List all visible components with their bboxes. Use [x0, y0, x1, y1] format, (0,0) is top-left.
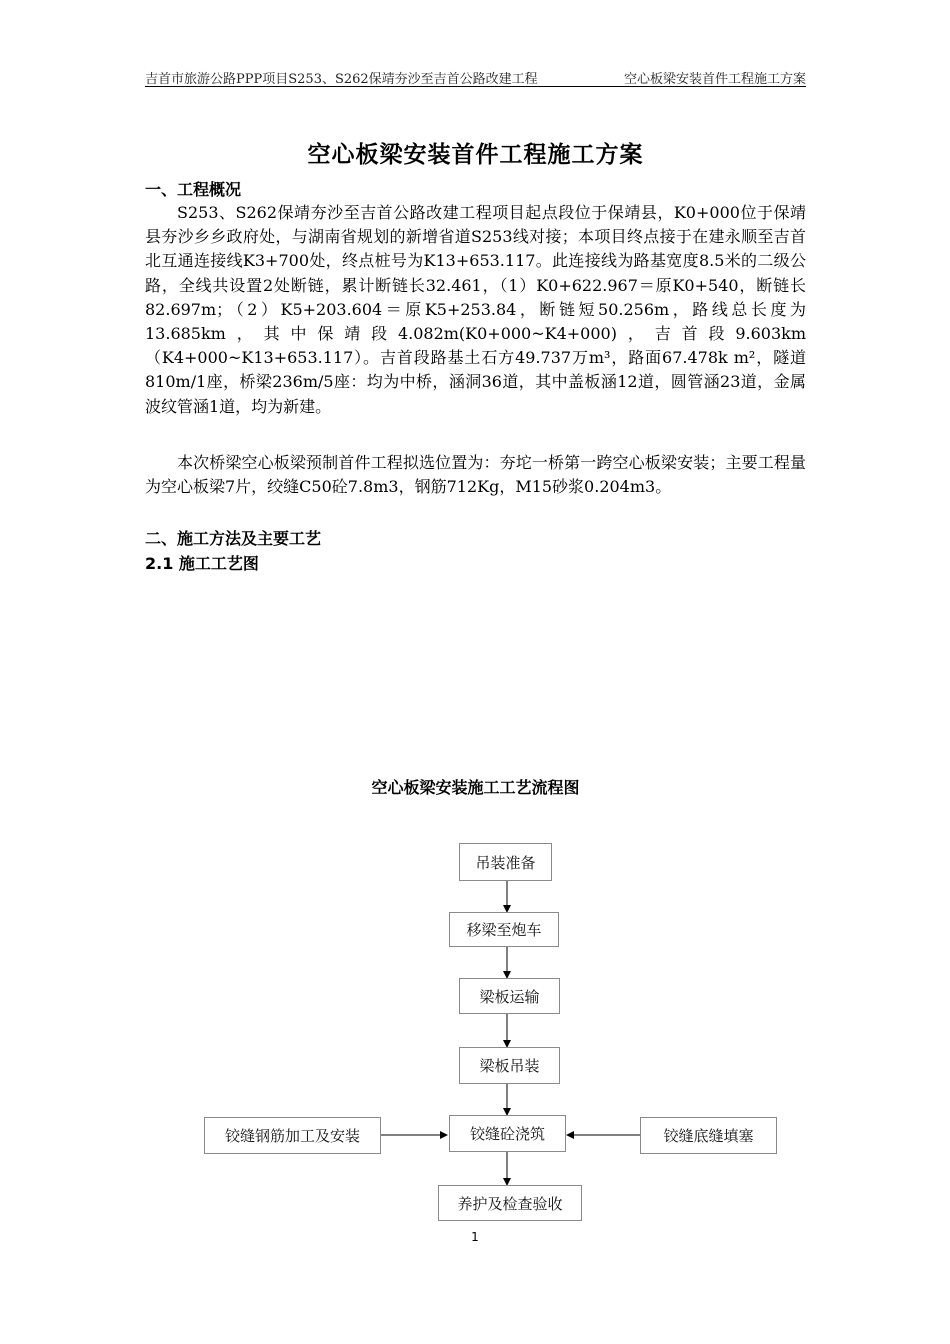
- section-heading-methods: 二、施工方法及主要工艺: [145, 529, 322, 548]
- flow-step-beam-hoisting: 梁板吊装: [459, 1047, 560, 1084]
- overview-paragraph-1: S253、S262保靖夯沙至吉首公路改建工程项目起点段位于保靖县，K0+000位于保靖县夯沙乡乡政府处，与湖南省规划的新增省道S253线对接；本项目终点接于在建永顺至吉首北互通连接线K3+700处，终点桩号为K13+653.117。此连接线为路基宽度8.5米的二级公路，全线共设置2处断链，累计断链长32.461，（1）K0+622.967＝原K0+540，断链长82.697m；（2）K5+203.604＝原K5+253.84，断链短50.256m，路线总长度为13.685km，其中保靖段4.082m(K0+000~K4+000)，吉首段9.603km（K4+000~K13+653.117）。吉首段路基土石方49.737万m³，路面67.478k m²，隧道810m/1座，桥梁236m/5座：均为中桥，涵洞36道，其中盖板涵12道，圆管涵23道，金属波纹管涵1道，均为新建。: [145, 203, 806, 416]
- flow-step-hoisting-preparation: 吊装准备: [459, 843, 552, 881]
- flow-step-joint-concrete-pouring: 铰缝砼浇筑: [449, 1115, 566, 1152]
- flow-input-rebar-processing: 铰缝钢筋加工及安装: [204, 1117, 381, 1154]
- flow-step-move-beam-to-trailer: 移梁至炮车: [449, 912, 559, 947]
- header-document-title: 空心板梁安装首件工程施工方案: [623, 72, 806, 87]
- section-heading-overview: 一、工程概况: [145, 180, 242, 199]
- overview-paragraph-2: 本次桥梁空心板梁预制首件工程拟选位置为：夯坨一桥第一跨空心板梁安装；主要工程量为空心板梁7片，绞缝C50砼7.8m3，钢筋712Kg，M15砂浆0.204m3。: [145, 453, 806, 497]
- header-project-name: 吉首市旅游公路PPP项目S253、S262保靖夯沙至吉首公路改建工程: [145, 72, 538, 87]
- flow-input-bottom-seam-filling: 铰缝底缝填塞: [640, 1117, 777, 1154]
- flowchart-title: 空心板梁安装施工工艺流程图: [371, 778, 580, 797]
- flow-step-beam-transport: 梁板运输: [459, 978, 560, 1014]
- subsection-heading-process-diagram: 2.1 施工工艺图: [145, 554, 259, 573]
- flow-step-curing-inspection: 养护及检查验收: [438, 1185, 582, 1221]
- document-title: 空心板梁安装首件工程施工方案: [307, 142, 644, 168]
- page-number: 1: [471, 1230, 479, 1244]
